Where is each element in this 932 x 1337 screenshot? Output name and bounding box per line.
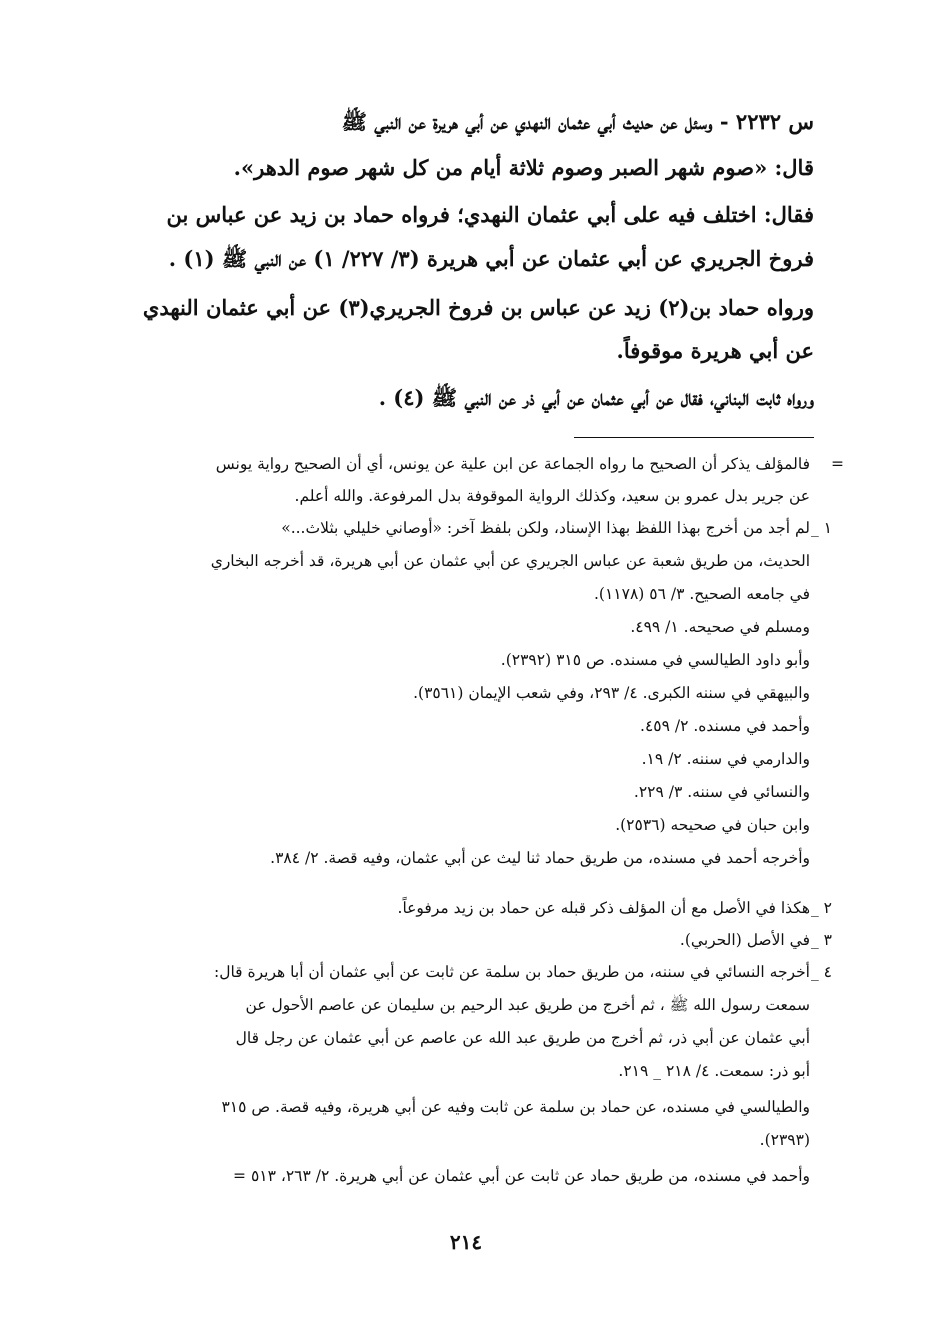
footnote-line: وابن حبان في صحيحه (٢٥٣٦). (615, 816, 810, 834)
footnote-line: في الأصل (الحربي). (679, 931, 810, 949)
main-line: فروخ الجريري عن أبي عثمان عن أبي هريرة (٣/ ٢٢٧/ ١) عن النبي ﷺ (١) . (168, 246, 814, 271)
footnote-line: وأبو داود الطيالسي في مسنده. ص ٣١٥ (٢٣٩٢). (500, 651, 810, 669)
footnote-line: عن جرير بدل عمرو بن سعيد، وكذلك الرواية الموقوفة بدل المرفوعة. والله أعلم. (294, 487, 810, 505)
footnote-line: وأخرجه أحمد في مسنده، من طريق حماد ثنا ليث عن أبي عثمان، وفيه قصة. ٢/ ٣٨٤. (270, 849, 810, 867)
footnote-line: وأحمد في مسنده. ٢/ ٤٥٩. (640, 717, 810, 735)
footnote-line: والدارمي في سننه. ٢/ ١٩. (641, 750, 810, 768)
footnote-line: وأحمد في مسنده، من طريق حماد عن ثابت عن أبي عثمان عن أبي هريرة. ٢/ ٢٦٣، ٥١٣ = (233, 1167, 810, 1185)
footnote-number: ٣ _ (810, 931, 832, 949)
footnote-line: في جامعه الصحيح. ٣/ ٥٦ (١١٧٨). (593, 585, 810, 603)
main-line: عن أبي هريرة موقوفاً. (616, 338, 814, 363)
footnote-number: ٤ _ (810, 963, 832, 981)
footnote-line: أبو ذر: سمعت. ٤/ ٢١٨ _ ٢١٩. (618, 1062, 810, 1080)
footnote-separator (574, 437, 814, 438)
footnote-line: أبي عثمان عن أبي ذر، ثم أخرج من طريق عبد الله عن عاصم عن أبي عثمان عن رجل قال (235, 1029, 810, 1047)
continued-marker: = (831, 455, 844, 473)
footnote-line: والبيهقي في سننه الكبرى. ٤/ ٢٩٣، وفي شعب الإيمان (٣٥٦١). (413, 684, 810, 702)
footnote-line: أخرجه النسائي في سننه، من طريق حماد بن سلمة عن ثابت عن أبي عثمان أن أبا هريرة قال: (213, 963, 810, 981)
footnote-line: (٢٣٩٣). (759, 1131, 810, 1149)
footnote-line: والطيالسي في مسنده، عن حماد بن سلمة عن ثابت وفيه عن أبي هريرة، وفيه قصة. ص ٣١٥ (221, 1098, 810, 1116)
footnote-number: ١ _ (810, 519, 832, 537)
main-line: فقال: اختلف فيه على أبي عثمان النهدي؛ فرواه حماد بن زيد عن عباس بن (166, 202, 814, 227)
footnote-line: ومسلم في صحيحه. ١/ ٤٩٩. (630, 618, 810, 636)
footnote-line: فالمؤلف يذكر أن الصحيح ما رواه الجماعة عن ابن علية عن يونس، أي أن الصحيح رواية يونس (215, 455, 810, 473)
main-line: س ٢٢٣٢ - وسئل عن حديث أبي عثمان النهدي عن أبي هريرة عن النبي ﷺ (341, 109, 814, 134)
footnote-line: هكذا في الأصل مع أن المؤلف ذكر قبله عن حماد بن زيد مرفوعاً. (397, 899, 810, 917)
footnote-number: ٢ _ (810, 899, 832, 917)
main-line: ورواه حماد بن(٢) زيد عن عباس بن فروخ الجريري(٣) عن أبي عثمان النهدي (142, 295, 814, 320)
footnote-line: لم أجد من أخرج بهذا اللفظ بهذا الإسناد، ولكن بلفظ آخر: «أوصاني خليلي بثلاث...» (281, 519, 810, 537)
footnote-line: سمعت رسول الله ﷺ ، ثم أخرج من طريق عبد الرحيم بن سليمان عن عاصم الأحول عن (245, 996, 810, 1014)
main-line: ورواه ثابت البناني، فقال عن أبي عثمان عن أبي ذر عن النبي ﷺ (٤) . (378, 385, 814, 410)
page-number: ٢١٤ (449, 1230, 483, 1254)
main-line: قال: «صوم شهر الصبر وصوم ثلاثة أيام من كل شهر صوم الدهر». (233, 155, 814, 180)
footnote-line: الحديث، من طريق شعبة عن عباس الجريري عن أبي عثمان عن أبي هريرة، قد أخرجه البخاري (210, 552, 810, 570)
footnote-line: والنسائي في سننه. ٣/ ٢٢٩. (633, 783, 810, 801)
